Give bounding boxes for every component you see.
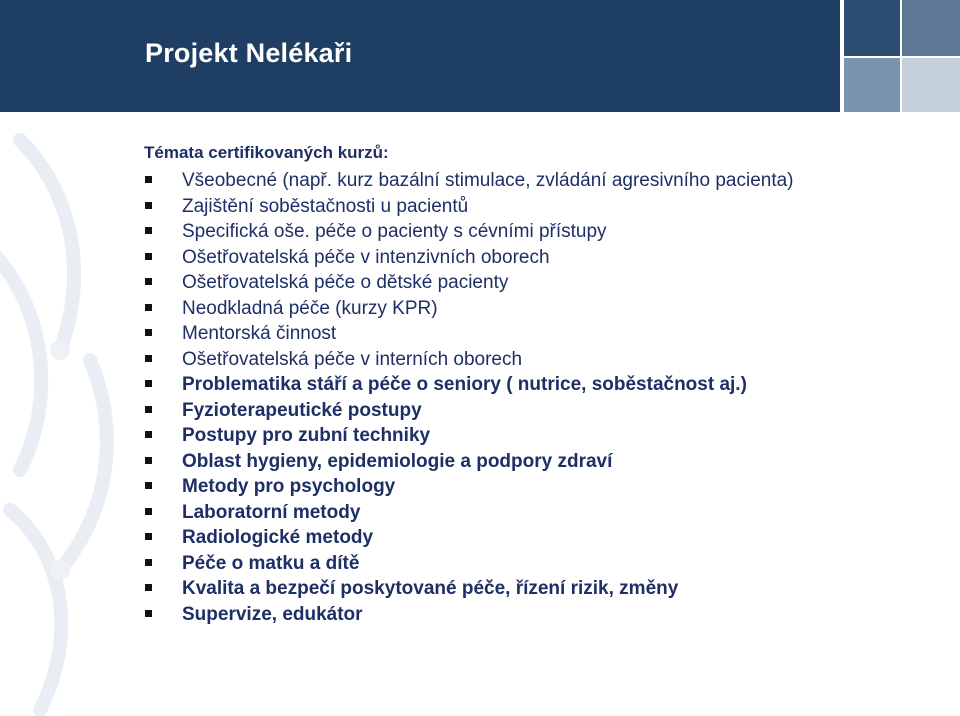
list-item: Problematika stáří a péče o seniory ( nutrice, soběstačnost aj.) <box>144 372 944 398</box>
list-item: Supervize, edukátor <box>144 602 944 628</box>
list-item: Metody pro psychology <box>144 474 944 500</box>
list-item: Kvalita a bezpečí poskytované péče, řízení rizik, změny <box>144 576 944 602</box>
header-bar <box>0 0 840 112</box>
deco-square-dark <box>844 0 900 56</box>
square-bullet-icon <box>145 482 152 489</box>
deco-square-pale <box>902 58 960 112</box>
square-bullet-icon <box>145 508 152 515</box>
square-bullet-icon <box>145 253 152 260</box>
list-item: Fyzioterapeutické postupy <box>144 398 944 424</box>
square-bullet-icon <box>145 329 152 336</box>
page-title: Projekt Nelékaři <box>145 38 353 68</box>
list-item: Specifická oše. péče o pacienty s cévními přístupy <box>144 219 944 245</box>
square-bullet-icon <box>145 559 152 566</box>
square-bullet-icon <box>145 610 152 617</box>
main-content <box>144 143 944 627</box>
topics-list <box>144 168 944 627</box>
list-item: Laboratorní metody <box>144 500 944 526</box>
square-bullet-icon <box>145 406 152 413</box>
list-item: Ošetřovatelská péče o dětské pacienty <box>144 270 944 296</box>
square-bullet-icon <box>145 457 152 464</box>
deco-square-mid <box>902 0 960 56</box>
list-item: Postupy pro zubní techniky <box>144 423 944 449</box>
list-item: Všeobecné (např. kurz bazální stimulace, zvládání agresivního pacienta) <box>144 168 944 194</box>
topics-heading: Témata certifikovaných kurzů: <box>144 143 389 162</box>
decorative-squares <box>840 0 960 112</box>
square-bullet-icon <box>145 431 152 438</box>
square-bullet-icon <box>145 380 152 387</box>
square-bullet-icon <box>145 304 152 311</box>
list-item: Ošetřovatelská péče v intenzivních oborech <box>144 245 944 271</box>
list-item: Radiologické metody <box>144 525 944 551</box>
square-bullet-icon <box>145 278 152 285</box>
list-item: Mentorská činnost <box>144 321 944 347</box>
square-bullet-icon <box>145 533 152 540</box>
list-item: Péče o matku a dítě <box>144 551 944 577</box>
watermark-figure-graphic <box>0 130 140 716</box>
square-bullet-icon <box>145 227 152 234</box>
square-bullet-icon <box>145 355 152 362</box>
deco-square-light <box>844 58 900 112</box>
list-item: Oblast hygieny, epidemiologie a podpory zdraví <box>144 449 944 475</box>
list-item: Ošetřovatelská péče v interních oborech <box>144 347 944 373</box>
square-bullet-icon <box>145 584 152 591</box>
list-item: Neodkladná péče (kurzy KPR) <box>144 296 944 322</box>
square-bullet-icon <box>145 176 152 183</box>
list-item: Zajištění soběstačnosti u pacientů <box>144 194 944 220</box>
square-bullet-icon <box>145 202 152 209</box>
